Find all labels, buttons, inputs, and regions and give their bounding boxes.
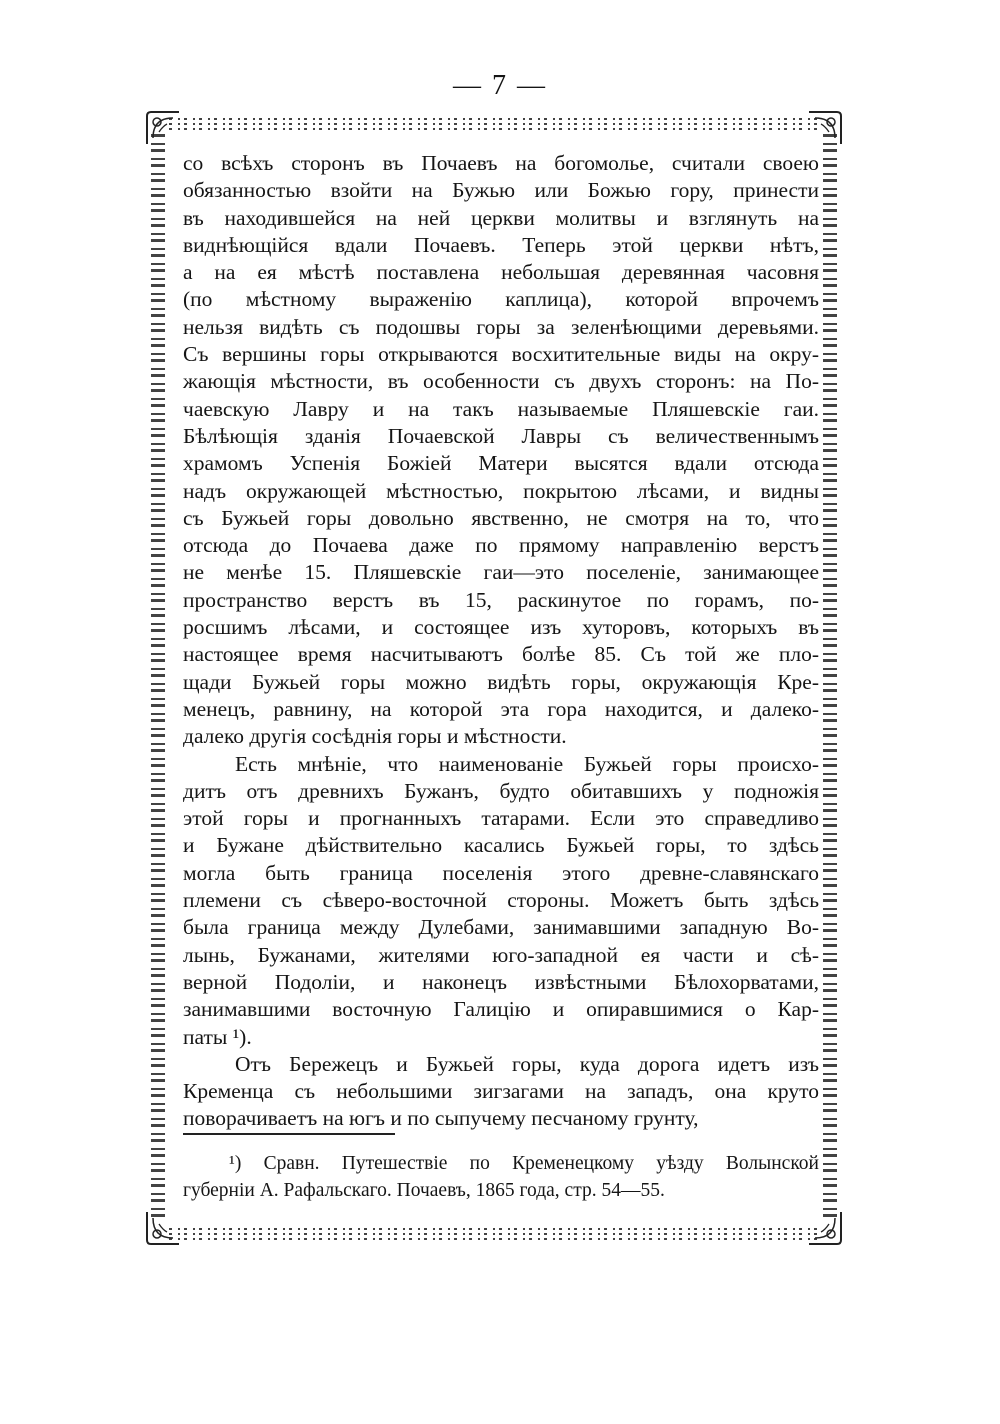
text-line: надъ окружающей мѣстностью, покрытою лѣсами, и видны (183, 478, 819, 503)
corner-ornament-icon (805, 1208, 845, 1248)
text-line: поворачиваетъ на югъ и по сыпучему песчаному грунту, (183, 1106, 699, 1131)
text-line: племени съ сѣверо-восточной стороны. Можетъ быть здѣсь (183, 888, 819, 913)
frame-border-left (151, 134, 165, 1222)
text-line: лынь, Бужанами, жителями юго-западной ея части и сѣ- (183, 942, 819, 967)
text-line: отсюда до Почаева даже по прямому направленію верстъ (183, 533, 819, 558)
text-line: пространство верстъ въ 15, раскинутое по горамъ, по- (183, 587, 819, 612)
text-line: Отъ Бережецъ и Бужьей горы, куда дорога идетъ изъ (235, 1051, 819, 1076)
text-line: Есть мнѣніе, что наименованіе Бужьей горы происхо- (235, 751, 819, 776)
footnote-line: ¹) Сравн. Путешествіе по Кременецкому уѣзду Волынской (229, 1153, 819, 1174)
text-line: съ Бужьей горы довольно явственно, не смотря на то, что (183, 505, 819, 530)
text-line: нельзя видѣть съ подошвы горы за зеленѣющими деревьями. (183, 314, 819, 339)
text-line: и Бужане дѣйствительно касались Бужьей горы, то здѣсь (183, 833, 819, 858)
text-line: могла быть граница поселенія этого древне-славянскаго (183, 860, 819, 885)
frame-border-bottom (169, 1226, 819, 1240)
page-number: — 7 — (453, 70, 547, 101)
paragraph (183, 1051, 819, 1133)
text-line: менецъ, равнину, на которой эта гора находится, и далеко- (183, 696, 819, 721)
frame-border-top (169, 116, 819, 130)
frame-border-right (823, 134, 837, 1222)
text-line: щади Бужьей горы можно видѣть горы, окружающія Кре- (183, 669, 819, 694)
text-line: Бѣлѣющія зданія Почаевской Лавры съ величественнымъ (183, 423, 819, 448)
footnote (183, 1150, 819, 1204)
footnote-line: губерніи А. Рафальскаго. Почаевъ, 1865 года, стр. 54—55. (183, 1180, 665, 1201)
corner-ornament-icon (805, 108, 845, 148)
text-line: Кременца съ небольшими зигзагами на западъ, она круто (183, 1079, 819, 1104)
text-line: этой горы и прогнанныхъ татарами. Если это справедливо (183, 806, 819, 831)
text-line: чаевскую Лавру и на такъ называемые Пляшевскіе гаи. (183, 396, 819, 421)
paragraph (183, 751, 819, 1051)
text-line: со всѣхъ сторонъ въ Почаевъ на богомолье, считали своею (183, 151, 819, 175)
text-line: далеко другія сосѣднія горы и мѣстности. (183, 724, 567, 749)
text-line: (по мѣстному выраженію каплица), которой впрочемъ (183, 287, 819, 312)
text-line: а на ея мѣстѣ поставлена небольшая деревянная часовня (183, 260, 819, 285)
paragraph (183, 150, 819, 751)
text-line: жающія мѣстности, въ особенности съ двухъ сторонъ: на По- (183, 369, 819, 394)
text-line: Съ вершины горы открываются восхитительные виды на окру- (183, 342, 819, 367)
text-line: дитъ отъ древнихъ Бужанъ, будто обитавшихъ у подножія (183, 778, 819, 803)
footnote-rule (183, 1133, 395, 1135)
text-line: храмомъ Успенія Божіей Матери высятся вдали отсюда (183, 451, 819, 476)
text-line: верной Подоліи, и наконецъ извѣстными Бѣлохорватами, (183, 969, 819, 994)
corner-ornament-icon (143, 108, 183, 148)
corner-ornament-icon (143, 1208, 183, 1248)
body-text (183, 150, 819, 1133)
text-line: росшимъ лѣсами, и состоящее изъ хуторовъ, которыхъ въ (183, 615, 819, 640)
text-line: виднѣющійся вдали Почаевъ. Теперь этой церкви нѣтъ, (183, 232, 819, 257)
text-line: настоящее время насчитываютъ болѣе 85. Съ той же пло- (183, 642, 819, 667)
text-line: паты ¹). (183, 1024, 252, 1049)
text-line: обязанностью взойти на Бужью или Божью гору, принести (183, 178, 819, 203)
text-line: занимавшими восточную Галицію и опиравшимися о Кар- (183, 997, 819, 1022)
text-line: въ находившейся на ней церкви молитвы и взглянуть на (183, 205, 819, 230)
text-line: не менѣе 15. Пляшевскіе гаи—это поселеніе, занимающее (183, 560, 819, 585)
text-line: была граница между Дулебами, занимавшими западную Во- (183, 915, 819, 940)
